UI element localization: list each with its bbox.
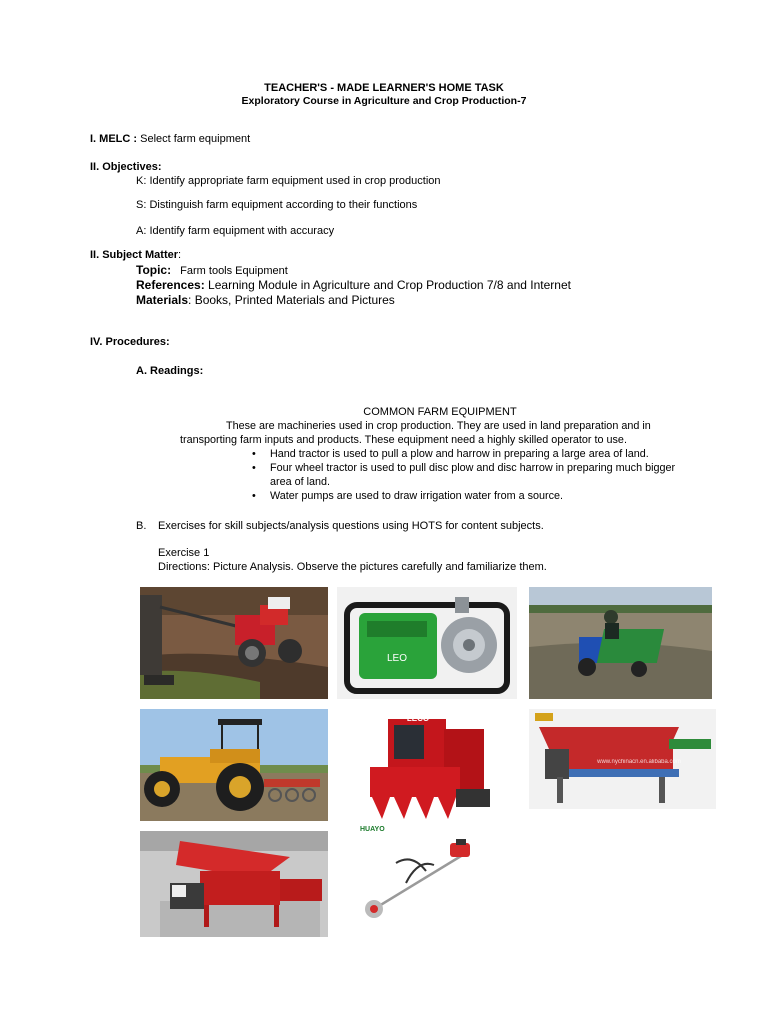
materials-line	[136, 293, 395, 307]
objective-skill: S: Distinguish farm equipment according to their functions	[136, 199, 418, 211]
rice-transplanter-image	[529, 587, 712, 699]
references-label: References:	[136, 278, 205, 292]
four-wheel-tractor-image	[140, 709, 328, 821]
bullet-four-wheel-tractor: • Four wheel tractor is used to pull disc plow and disc harrow in preparing much bigger area of land.	[252, 461, 682, 489]
references-line	[136, 278, 571, 292]
bullet-water-pumps: • Water pumps are used to draw irrigation water from a source.	[252, 489, 682, 503]
objectives-label: II. Objectives:	[90, 161, 162, 173]
subject-matter-label: II. Subject Matter	[90, 249, 179, 261]
subject-matter-colon: :	[178, 249, 182, 261]
references-text: Learning Module in Agriculture and Crop Production 7/8 and Internet	[208, 278, 571, 292]
melc-text: Select farm equipment	[140, 133, 251, 145]
melc-label: I. MELC :	[90, 133, 138, 145]
equipment-bullet-list	[252, 447, 682, 503]
thresher-watermark: www.nychinacn.en.alibaba.com	[597, 759, 681, 765]
document-subtitle: Exploratory Course in Agriculture and Crop Production-7	[241, 95, 527, 107]
harvester-brand-text: LECO	[406, 714, 430, 723]
section-b-label: B.	[136, 520, 147, 532]
reading-title: COMMON FARM EQUIPMENT	[363, 406, 517, 418]
procedures-label: IV. Procedures:	[90, 336, 170, 348]
readings-label: A. Readings:	[136, 365, 204, 377]
document-title: TEACHER'S - MADE LEARNER'S HOME TASK	[264, 82, 504, 94]
combine-harvester-image	[360, 709, 500, 824]
topic-line	[136, 263, 288, 277]
materials-label: Materials	[136, 293, 189, 307]
reading-paragraph: These are machineries used in crop production. They are used in land preparation and in transporting farm inputs and products. These equipment need a highly skilled operator to use.	[180, 420, 651, 446]
water-pump-image	[337, 587, 517, 699]
topic-label: Topic:	[136, 263, 172, 277]
section-b-text: Exercises for skill subjects/analysis questions using HOTS for content subjects.	[158, 520, 544, 532]
pump-brand-text: LEO	[386, 653, 408, 664]
grass-cutter-image	[356, 823, 476, 923]
objective-attitude: A: Identify farm equipment with accuracy	[136, 225, 335, 237]
trimmer-brand-text: HUAYO	[360, 826, 385, 833]
rice-thresher-image	[140, 831, 328, 937]
objective-knowledge: K: Identify appropriate farm equipment used in crop production	[136, 175, 441, 187]
subject-matter-line	[90, 249, 181, 261]
hand-tractor-image	[140, 587, 328, 699]
exercise-directions: Directions: Picture Analysis. Observe the pictures carefully and familiarize them.	[158, 561, 547, 573]
exercise-title: Exercise 1	[158, 547, 210, 559]
corn-sheller-image	[529, 709, 716, 809]
bullet-hand-tractor: • Hand tractor is used to pull a plow and harrow in preparing a large area of land.	[252, 447, 682, 461]
melc-line	[90, 133, 250, 145]
topic-text: Farm tools Equipment	[180, 265, 288, 277]
materials-text: : Books, Printed Materials and Pictures	[188, 293, 395, 307]
